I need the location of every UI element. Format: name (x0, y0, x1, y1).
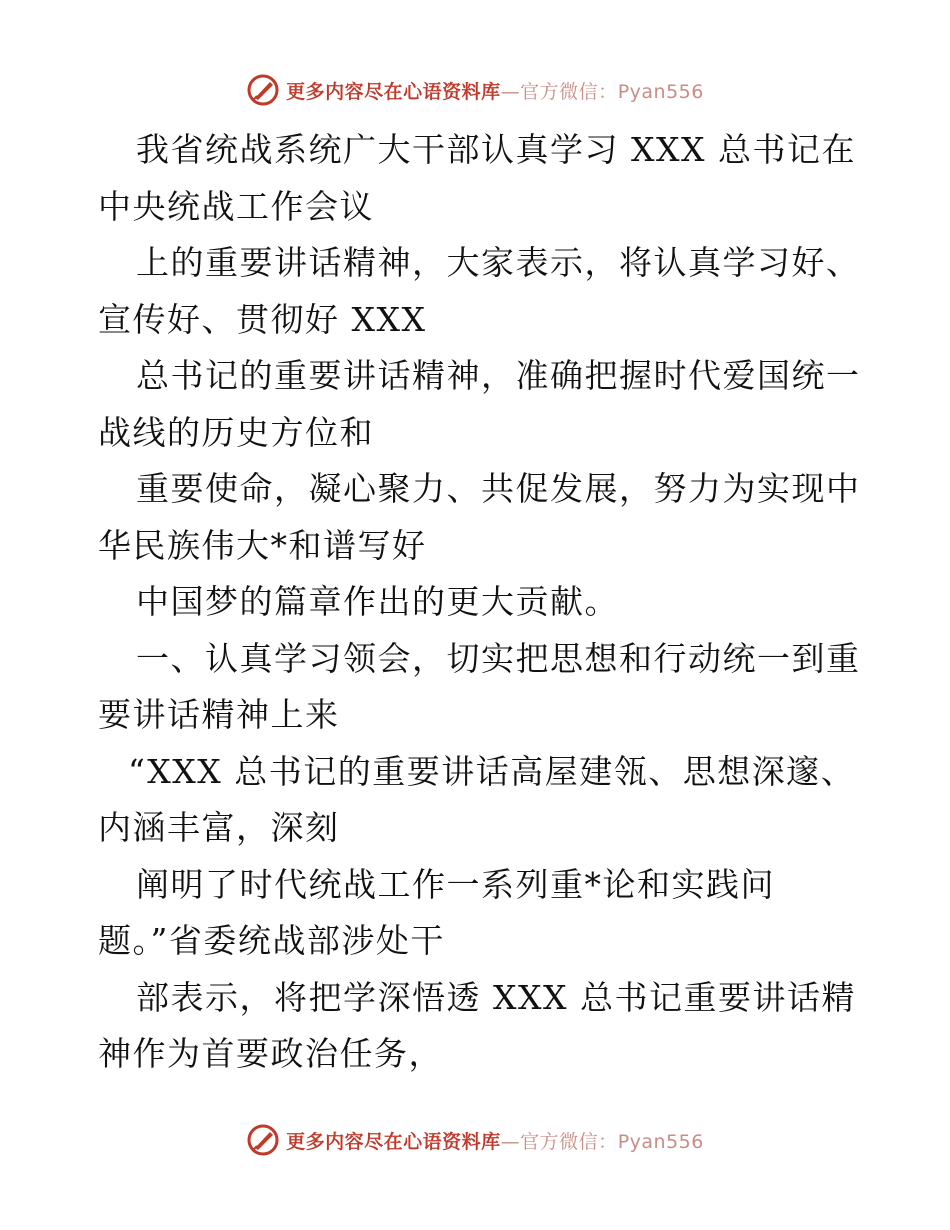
text-line: 宣传好、贯彻好 XXX (98, 299, 427, 339)
text-line: 部表示，将把学深悟透 XXX 总书记重要讲话精 (136, 977, 856, 1017)
watermark-id: Pyan556 (617, 80, 704, 103)
quill-seal-icon (246, 1123, 280, 1157)
watermark-text (286, 1127, 704, 1154)
text-line: 重要使命，凝心聚力、共促发展，努力为实现中 (136, 469, 861, 508)
watermark-id: Pyan556 (617, 1130, 704, 1153)
text-line: 中国梦的篇章作出的更大贡献。 (136, 582, 619, 621)
watermark-separator: —官方微信： (500, 1130, 618, 1153)
text-line: 神作为首要政治任务， (98, 1034, 443, 1073)
text-line: 战线的历史方位和 (98, 412, 374, 452)
section-heading-cont: 要讲话精神上来 (98, 695, 340, 734)
text-line: 题。”省委统战部涉处干 (98, 921, 445, 960)
text-line: 阐明了时代统战工作一系列重*论和实践问 (136, 864, 775, 904)
text-line: 内涵丰富，深刻 (98, 808, 340, 847)
header-watermark (0, 70, 950, 110)
text-line: 总书记的重要讲话精神，准确把握时代爱国统一 (136, 356, 861, 395)
watermark-main: 更多内容尽在心语资料库 (286, 1130, 501, 1153)
text-line: 上的重要讲话精神，大家表示，将认真学习好、 (136, 243, 861, 282)
document-body (98, 122, 861, 1083)
watermark-separator: —官方微信： (500, 80, 618, 103)
quill-seal-icon (246, 73, 280, 107)
watermark-text (286, 77, 704, 104)
footer-watermark (0, 1120, 950, 1160)
text-line: “XXX 总书记的重要讲话高屋建瓴、思想深邃、 (128, 751, 856, 791)
watermark-main: 更多内容尽在心语资料库 (286, 80, 501, 103)
text-line: 华民族伟大*和谱写好 (98, 525, 427, 565)
text-line: 我省统战系统广大干部认真学习 XXX 总书记在 (136, 130, 856, 169)
text-line: 中央统战工作会议 (98, 186, 374, 226)
section-heading: 一、认真学习领会，切实把思想和行动统一到重 (136, 638, 861, 678)
